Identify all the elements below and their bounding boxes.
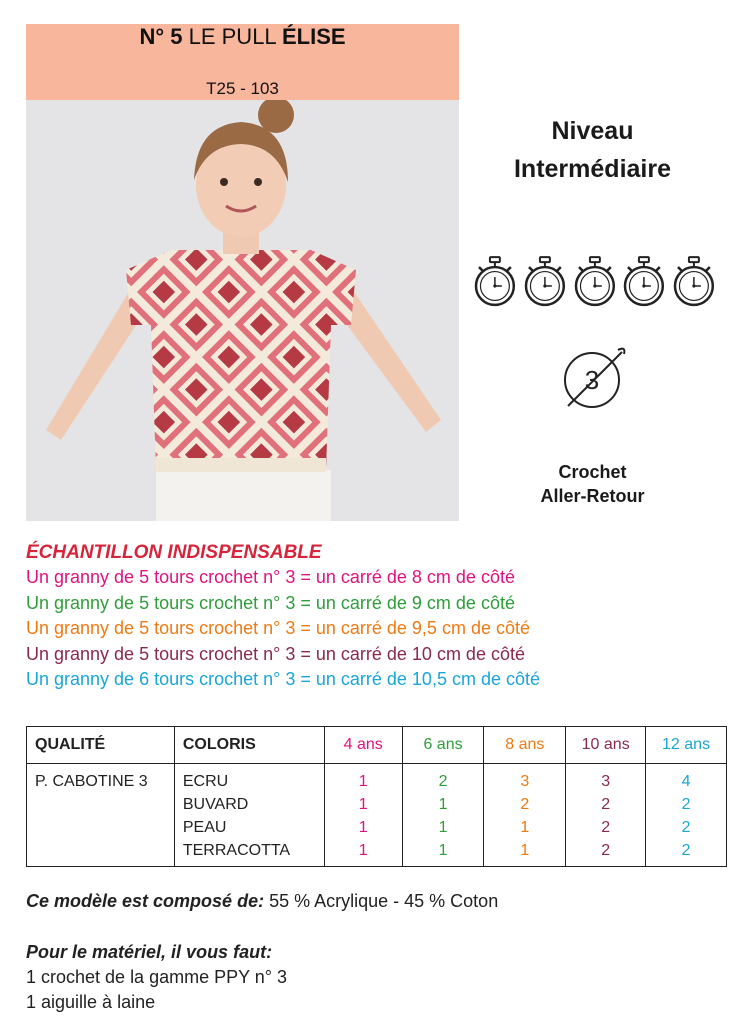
col-quality-header: QUALITÉ [27,727,175,764]
hook-size-value: 3 [584,365,600,395]
materials-item: 1 aiguille à laine [26,992,156,1012]
quantity-cell: 1 [438,819,448,836]
quantity-cell: 2 [520,796,530,813]
composition [26,889,498,913]
quantities-12-ans [646,764,727,867]
quantities-10-ans [566,764,646,867]
pattern-title [26,24,459,50]
gauge-heading: ÉCHANTILLON INDISPENSABLE [26,542,322,563]
quantity-cell: 3 [601,773,611,790]
difficulty-level [470,112,715,188]
materials-section [26,940,287,1015]
quantity-cell: 2 [681,842,691,859]
gauge-line-10-ans: Un granny de 5 tours crochet n° 3 = un carré de 10 cm de côté [26,643,525,664]
materials-heading: Pour le matériel, il vous faut: [26,942,273,962]
quantities-6-ans [402,764,484,867]
table-row [27,764,727,867]
girl-wearing-sweater-illustration [26,100,459,521]
quantity-cell: 1 [520,842,530,859]
crochet-hook-icon [558,344,630,416]
technique-line-1: Crochet [558,462,627,482]
quantities-8-ans [484,764,566,867]
difficulty-value: Intermédiaire [513,155,671,183]
quantity-cell: 1 [438,796,448,813]
size-header-12-ans: 12 ans [646,727,727,764]
color-buvard: BUVARD [182,796,249,813]
quantity-cell: 1 [358,773,368,790]
quality-cell: P. CABOTINE 3 [27,764,175,867]
gauge-line-12-ans: Un granny de 6 tours crochet n° 3 = un carré de 10,5 cm de côté [26,669,540,689]
quantity-cell: 1 [358,819,368,836]
pattern-reference: T25 - 103 [206,79,279,98]
pattern-number: N° 5 [139,24,183,49]
quantity-cell: 4 [681,773,691,790]
difficulty-timers [472,255,717,307]
pattern-name: ÉLISE [281,24,346,49]
model-photo [26,100,459,521]
stopwatch-icon [671,255,717,307]
quantity-cell: 2 [601,842,611,859]
color-terracotta: TERRACOTTA [182,842,291,859]
color-ecru: ECRU [182,773,229,790]
stopwatch-icon [572,255,618,307]
size-header-6-ans: 6 ans [402,727,484,764]
table-header-row [27,727,727,764]
technique [470,460,715,508]
colors-cell [174,764,324,867]
yarn-table [26,726,727,867]
quantity-cell: 1 [520,819,530,836]
gauge-section [26,541,726,693]
size-header-4-ans: 4 ans [324,727,402,764]
gauge-line-6-ans: Un granny de 5 tours crochet n° 3 = un carré de 9 cm de côté [26,592,515,613]
gauge-line-4-ans: Un granny de 5 tours crochet n° 3 = un carré de 8 cm de côté [26,567,515,587]
quantities-4-ans [324,764,402,867]
materials-item: 1 crochet de la gamme PPY n° 3 [26,967,288,987]
col-colors-header: COLORIS [174,727,324,764]
difficulty-label: Niveau [551,117,634,145]
technique-line-2: Aller-Retour [540,486,645,506]
composition-label: Ce modèle est composé de: [26,891,265,911]
gauge-line-8-ans: Un granny de 5 tours crochet n° 3 = un carré de 9,5 cm de côté [26,618,530,638]
quantity-cell: 2 [681,796,691,813]
quantity-cell: 1 [358,796,368,813]
stopwatch-icon [621,255,667,307]
stopwatch-icon [472,255,518,307]
pattern-name-prefix: LE PULL [188,24,276,49]
quantity-cell: 2 [601,819,611,836]
quantity-cell: 1 [358,842,368,859]
color-peau: PEAU [182,819,227,836]
quantity-cell: 2 [438,773,448,790]
composition-value: 55 % Acrylique - 45 % Coton [264,891,499,911]
quantity-cell: 3 [520,773,530,790]
quantity-cell: 2 [681,819,691,836]
quantity-cell: 2 [601,796,611,813]
size-header-10-ans: 10 ans [566,727,646,764]
stopwatch-icon [522,255,568,307]
quantity-cell: 1 [438,842,448,859]
size-header-8-ans: 8 ans [484,727,566,764]
